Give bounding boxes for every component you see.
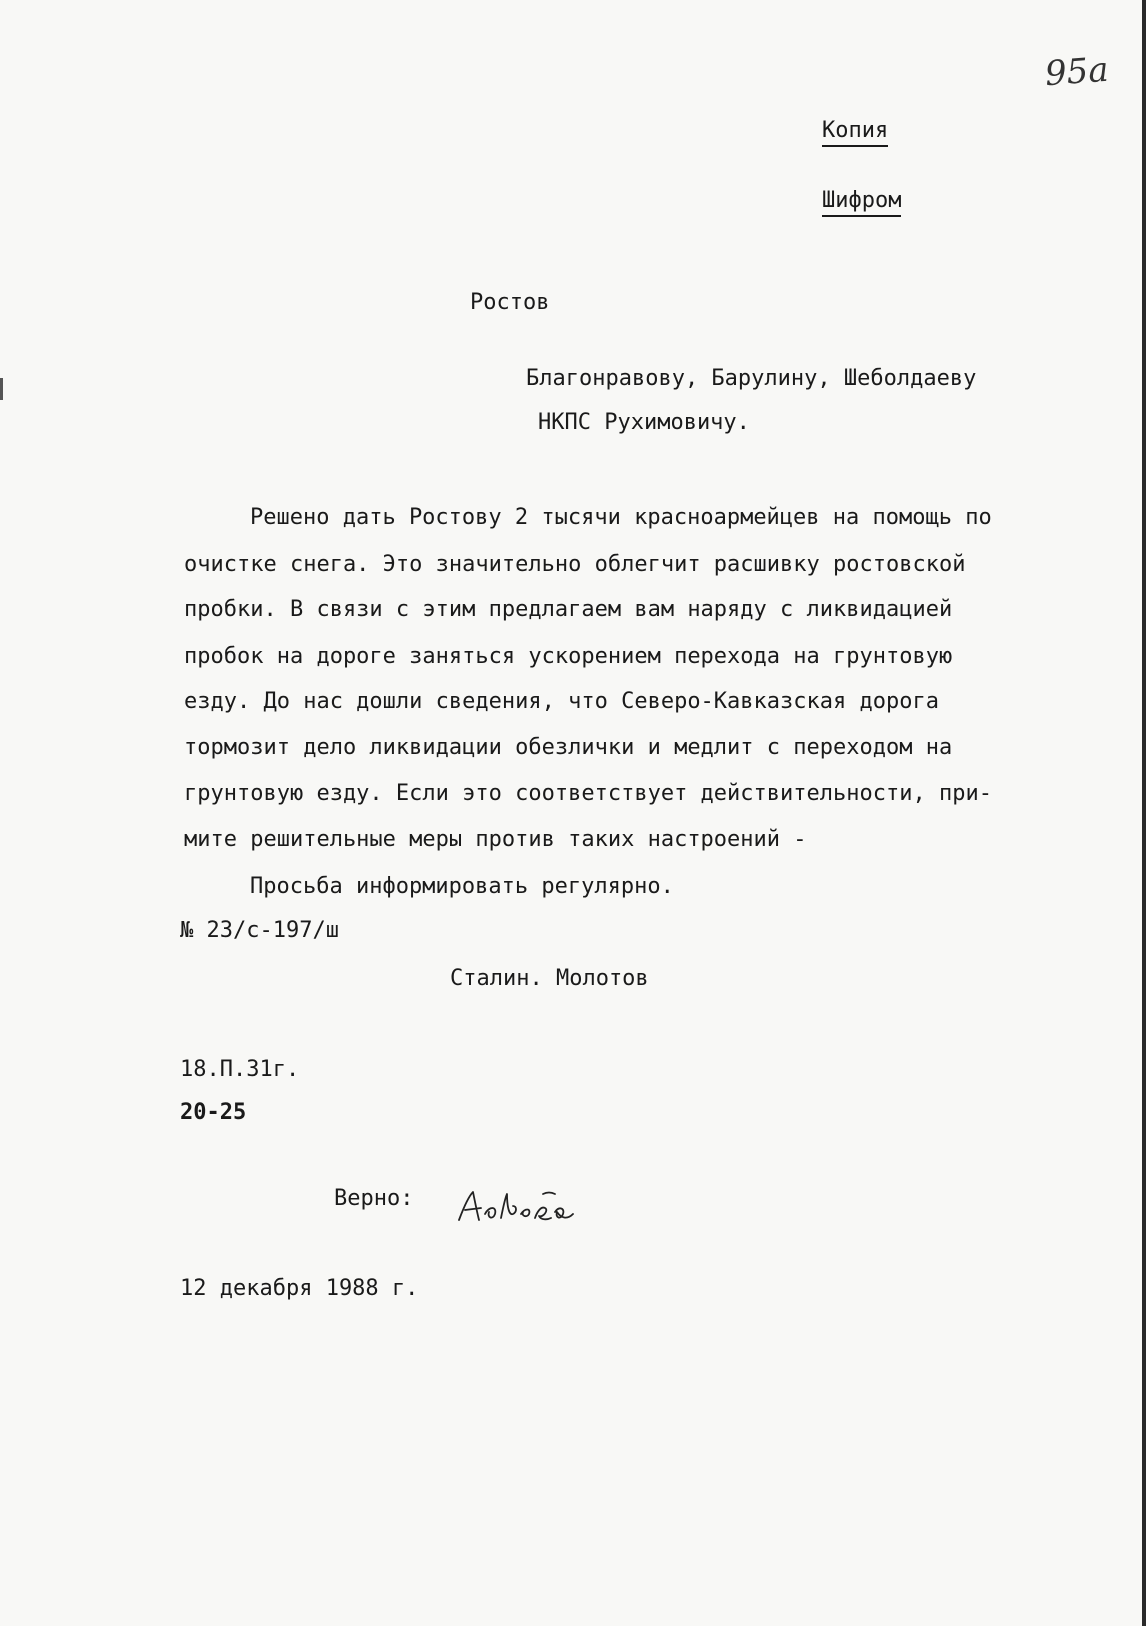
body-line-5: езду. До нас дошли сведения, что Северо-Кавказская дорога xyxy=(184,689,939,714)
body-line-7: грунтовую езду. Если это соответствует действительности, при- xyxy=(184,781,992,806)
request-line: Просьба информировать регулярно. xyxy=(250,874,674,899)
cipher-label-text: Шифром xyxy=(822,188,901,217)
time-sent: 20-25 xyxy=(180,1100,247,1125)
copy-label-text: Копия xyxy=(822,118,888,147)
destination: Ростов xyxy=(470,290,550,315)
signatories: Сталин. Молотов xyxy=(450,966,649,991)
body-line-2: очистке снега. Это значительно облегчит расшивку ростовской xyxy=(184,552,966,577)
handwritten-page-number: 95а xyxy=(1043,49,1110,95)
handwritten-signature xyxy=(455,1184,595,1230)
certification-label: Верно: xyxy=(334,1186,414,1211)
body-line-4: пробок на дороге заняться ускорением перехода на грунтовую xyxy=(184,644,953,669)
scan-edge xyxy=(1142,0,1146,1626)
copy-label xyxy=(822,118,888,143)
date-sent: 18.П.31г. xyxy=(180,1057,300,1082)
reference-number: № 23/с-197/ш xyxy=(180,918,339,943)
addressee-line-2: НКПС Рухимовичу. xyxy=(538,410,750,435)
body-line-8: мите решительные меры против таких настроений - xyxy=(184,827,807,852)
certification-date: 12 декабря 1988 г. xyxy=(180,1276,419,1301)
body-line-3: пробки. В связи с этим предлагаем вам наряду с ликвидацией xyxy=(184,597,953,622)
cipher-label xyxy=(822,188,901,213)
body-line-1: Решено дать Ростову 2 тысячи красноармейцев на помощь по xyxy=(250,505,992,530)
scan-mark xyxy=(0,378,3,400)
addressee-line-1: Благонравову, Барулину, Шеболдаеву xyxy=(526,366,977,391)
body-line-6: тормозит дело ликвидации обезлички и медлит с переходом на xyxy=(184,735,953,760)
